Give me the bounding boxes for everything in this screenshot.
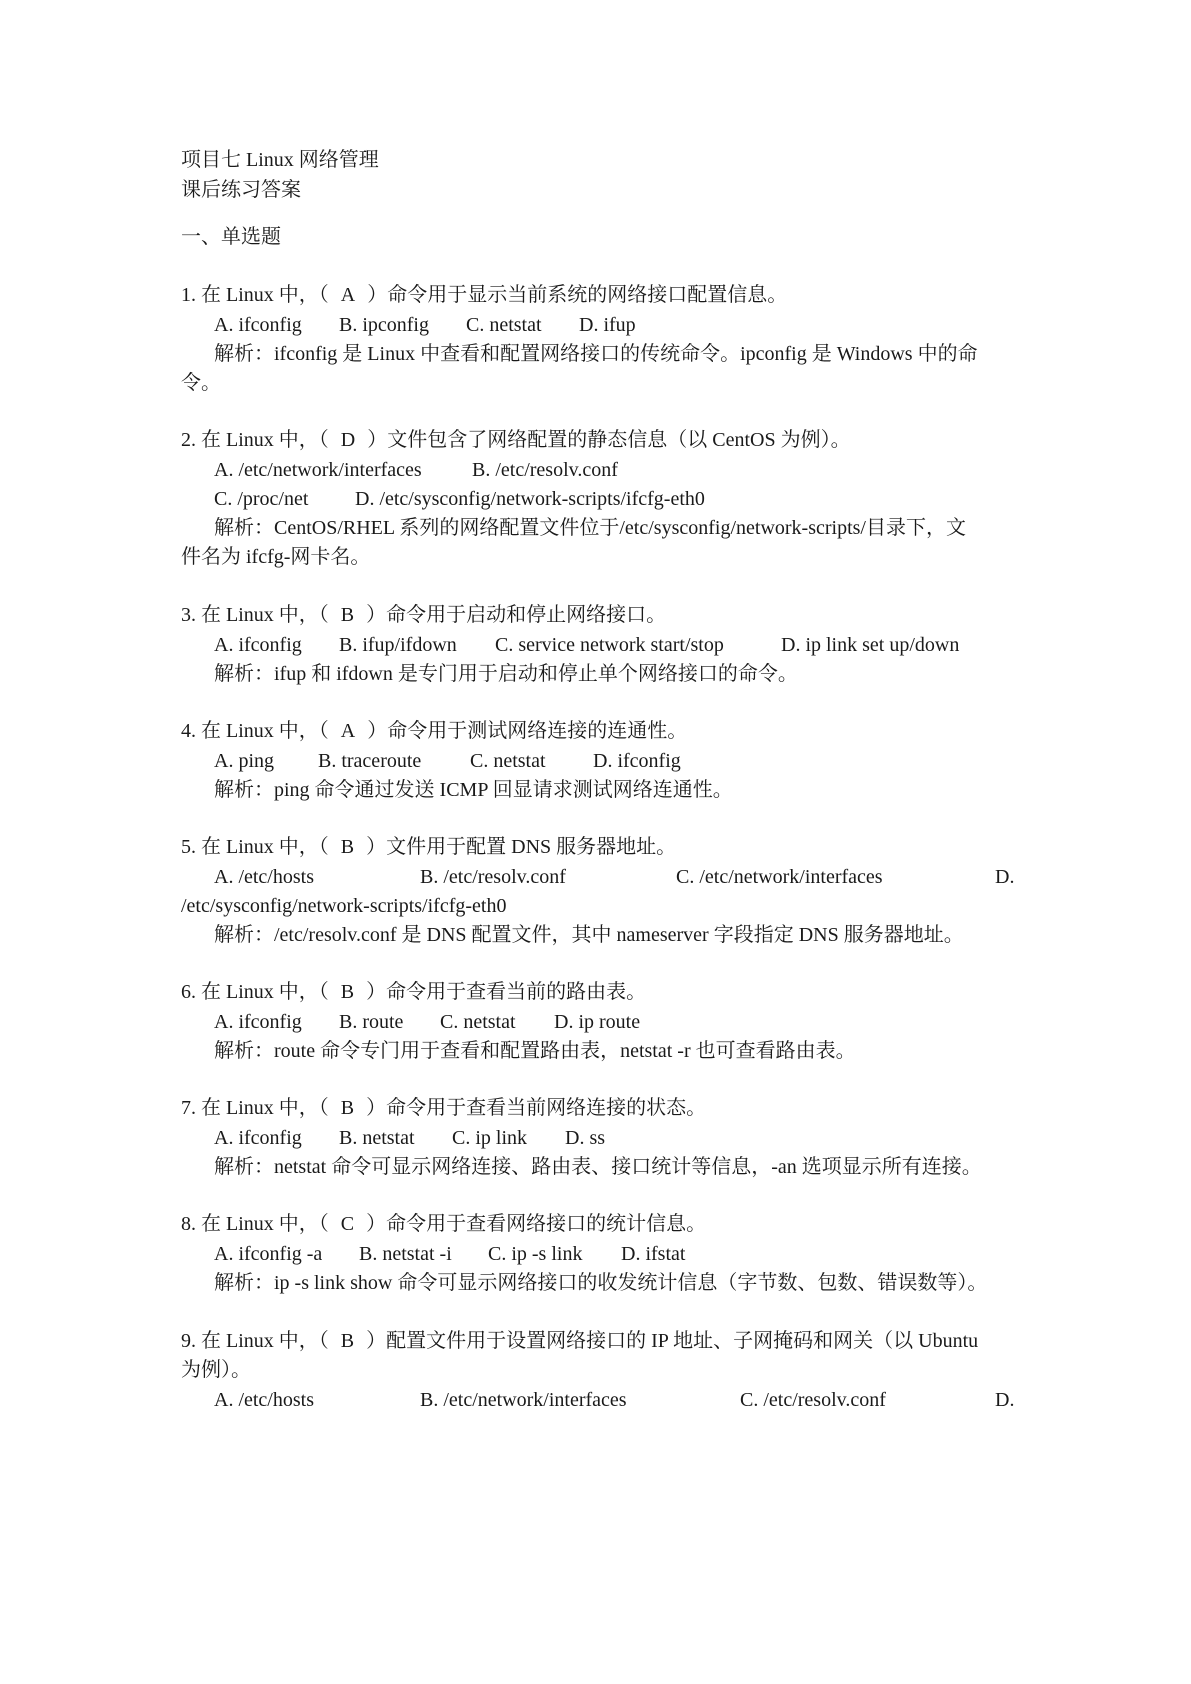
question-stem <box>181 603 1021 627</box>
option: A. ifconfig <box>214 314 302 336</box>
option: B. netstat <box>339 1127 415 1149</box>
question-stem-continued: 为例）。 <box>181 1359 251 1381</box>
option: C. service network start/stop <box>495 634 724 656</box>
question-stem <box>181 428 1021 452</box>
question-stem-text: 2. 在 Linux 中，（ <box>181 429 329 451</box>
analysis-text: 解析：CentOS/RHEL 系列的网络配置文件位于/etc/sysconfig/network-scripts/目录下，文 <box>214 517 966 539</box>
option: B. /etc/network/interfaces <box>420 1389 627 1411</box>
option: D. /etc/sysconfig/network-scripts/ifcfg-eth0 <box>355 488 705 510</box>
question-stem-text: 9. 在 Linux 中，（ <box>181 1330 329 1352</box>
question-stem <box>181 283 1021 307</box>
option: A. ifconfig -a <box>214 1243 323 1265</box>
option-continued: /etc/sysconfig/network-scripts/ifcfg-eth0 <box>181 895 507 917</box>
option: C. netstat <box>470 750 546 772</box>
document-subtitle: 课后练习答案 <box>181 179 301 201</box>
option: D. <box>995 1389 1015 1411</box>
option: C. ip link <box>452 1127 528 1149</box>
option: C. netstat <box>440 1011 516 1033</box>
option: D. <box>995 866 1015 888</box>
answer-letter: B <box>340 1097 355 1119</box>
analysis-text: 令。 <box>181 372 221 394</box>
question-stem-text: 3. 在 Linux 中，（ <box>181 604 329 626</box>
question-stem-text: 4. 在 Linux 中，（ <box>181 720 329 742</box>
option: B. route <box>339 1011 404 1033</box>
question-stem-text: 1. 在 Linux 中，（ <box>181 284 329 306</box>
answer-letter: B <box>340 1330 355 1352</box>
option: A. /etc/hosts <box>214 866 314 888</box>
option: B. /etc/resolv.conf <box>420 866 566 888</box>
question-stem <box>181 835 1021 859</box>
question-stem-text: ）配置文件用于设置网络接口的 IP 地址、子网掩码和网关（以 Ubuntu <box>366 1330 979 1352</box>
question-stem-text: ）命令用于显示当前系统的网络接口配置信息。 <box>367 284 788 306</box>
answer-letter: C <box>340 1213 355 1235</box>
analysis-text: 解析：ip -s link show 命令可显示网络接口的收发统计信息（字节数、包数、错误数等）。 <box>214 1272 988 1294</box>
question-stem <box>181 1329 1021 1353</box>
option: B. netstat -i <box>359 1243 452 1265</box>
question-stem-text: ）文件包含了网络配置的静态信息（以 CentOS 为例）。 <box>367 429 851 451</box>
option: D. ip link set up/down <box>781 634 960 656</box>
option: D. ifstat <box>621 1243 686 1265</box>
analysis-text: 解析：netstat 命令可显示网络连接、路由表、接口统计等信息，-an 选项显示所有连接。 <box>214 1156 982 1178</box>
option: A. ifconfig <box>214 1011 302 1033</box>
question-stem-text: ）命令用于查看网络接口的统计信息。 <box>366 1213 707 1235</box>
option: A. ping <box>214 750 274 772</box>
option: C. netstat <box>466 314 542 336</box>
question-stem <box>181 1212 1021 1236</box>
option: B. /etc/resolv.conf <box>472 459 618 481</box>
option: C. /etc/network/interfaces <box>676 866 883 888</box>
answer-letter: A <box>340 720 356 742</box>
option: A. /etc/network/interfaces <box>214 459 422 481</box>
analysis-text: 解析：ifup 和 ifdown 是专门用于启动和停止单个网络接口的命令。 <box>214 663 798 685</box>
question-stem-text: 6. 在 Linux 中，（ <box>181 981 329 1003</box>
answer-letter: B <box>340 836 355 858</box>
answer-letter: D <box>340 429 356 451</box>
question-stem-text: ）文件用于配置 DNS 服务器地址。 <box>366 836 677 858</box>
option: A. ifconfig <box>214 634 302 656</box>
question-stem-text: 8. 在 Linux 中，（ <box>181 1213 329 1235</box>
question-stem-text: ）命令用于启动和停止网络接口。 <box>366 604 667 626</box>
section-heading: 一、单选题 <box>181 226 281 248</box>
option: B. traceroute <box>318 750 422 772</box>
option: A. ifconfig <box>214 1127 302 1149</box>
question-stem-text: ）命令用于查看当前网络连接的状态。 <box>366 1097 707 1119</box>
question-stem <box>181 1096 1021 1120</box>
analysis-text: 解析：/etc/resolv.conf 是 DNS 配置文件，其中 nameserver 字段指定 DNS 服务器地址。 <box>214 924 964 946</box>
analysis-text: 件名为 ifcfg-网卡名。 <box>181 546 371 568</box>
answer-letter: B <box>340 604 355 626</box>
question-stem-text: 7. 在 Linux 中，（ <box>181 1097 329 1119</box>
question-stem-text: ）命令用于查看当前的路由表。 <box>366 981 647 1003</box>
answer-letter: B <box>340 981 355 1003</box>
question-stem-text: ）命令用于测试网络连接的连通性。 <box>367 720 688 742</box>
option: C. /etc/resolv.conf <box>740 1389 886 1411</box>
option: C. /proc/net <box>214 488 309 510</box>
option: D. ifconfig <box>593 750 681 772</box>
analysis-text: 解析：ifconfig 是 Linux 中查看和配置网络接口的传统命令。ipconfig 是 Windows 中的命 <box>214 343 978 365</box>
option: D. ss <box>565 1127 606 1149</box>
answer-letter: A <box>340 284 356 306</box>
question-stem <box>181 980 1021 1004</box>
question-stem-text: 5. 在 Linux 中，（ <box>181 836 329 858</box>
document-title: 项目七 Linux 网络管理 <box>181 149 379 171</box>
option: A. /etc/hosts <box>214 1389 314 1411</box>
question-stem <box>181 719 1021 743</box>
option: C. ip -s link <box>488 1243 583 1265</box>
option: B. ifup/ifdown <box>339 634 457 656</box>
option: B. ipconfig <box>339 314 429 336</box>
analysis-text: 解析：ping 命令通过发送 ICMP 回显请求测试网络连通性。 <box>214 779 733 801</box>
option: D. ip route <box>554 1011 641 1033</box>
option: D. ifup <box>579 314 636 336</box>
analysis-text: 解析：route 命令专门用于查看和配置路由表，netstat -r 也可查看路由表。 <box>214 1040 856 1062</box>
